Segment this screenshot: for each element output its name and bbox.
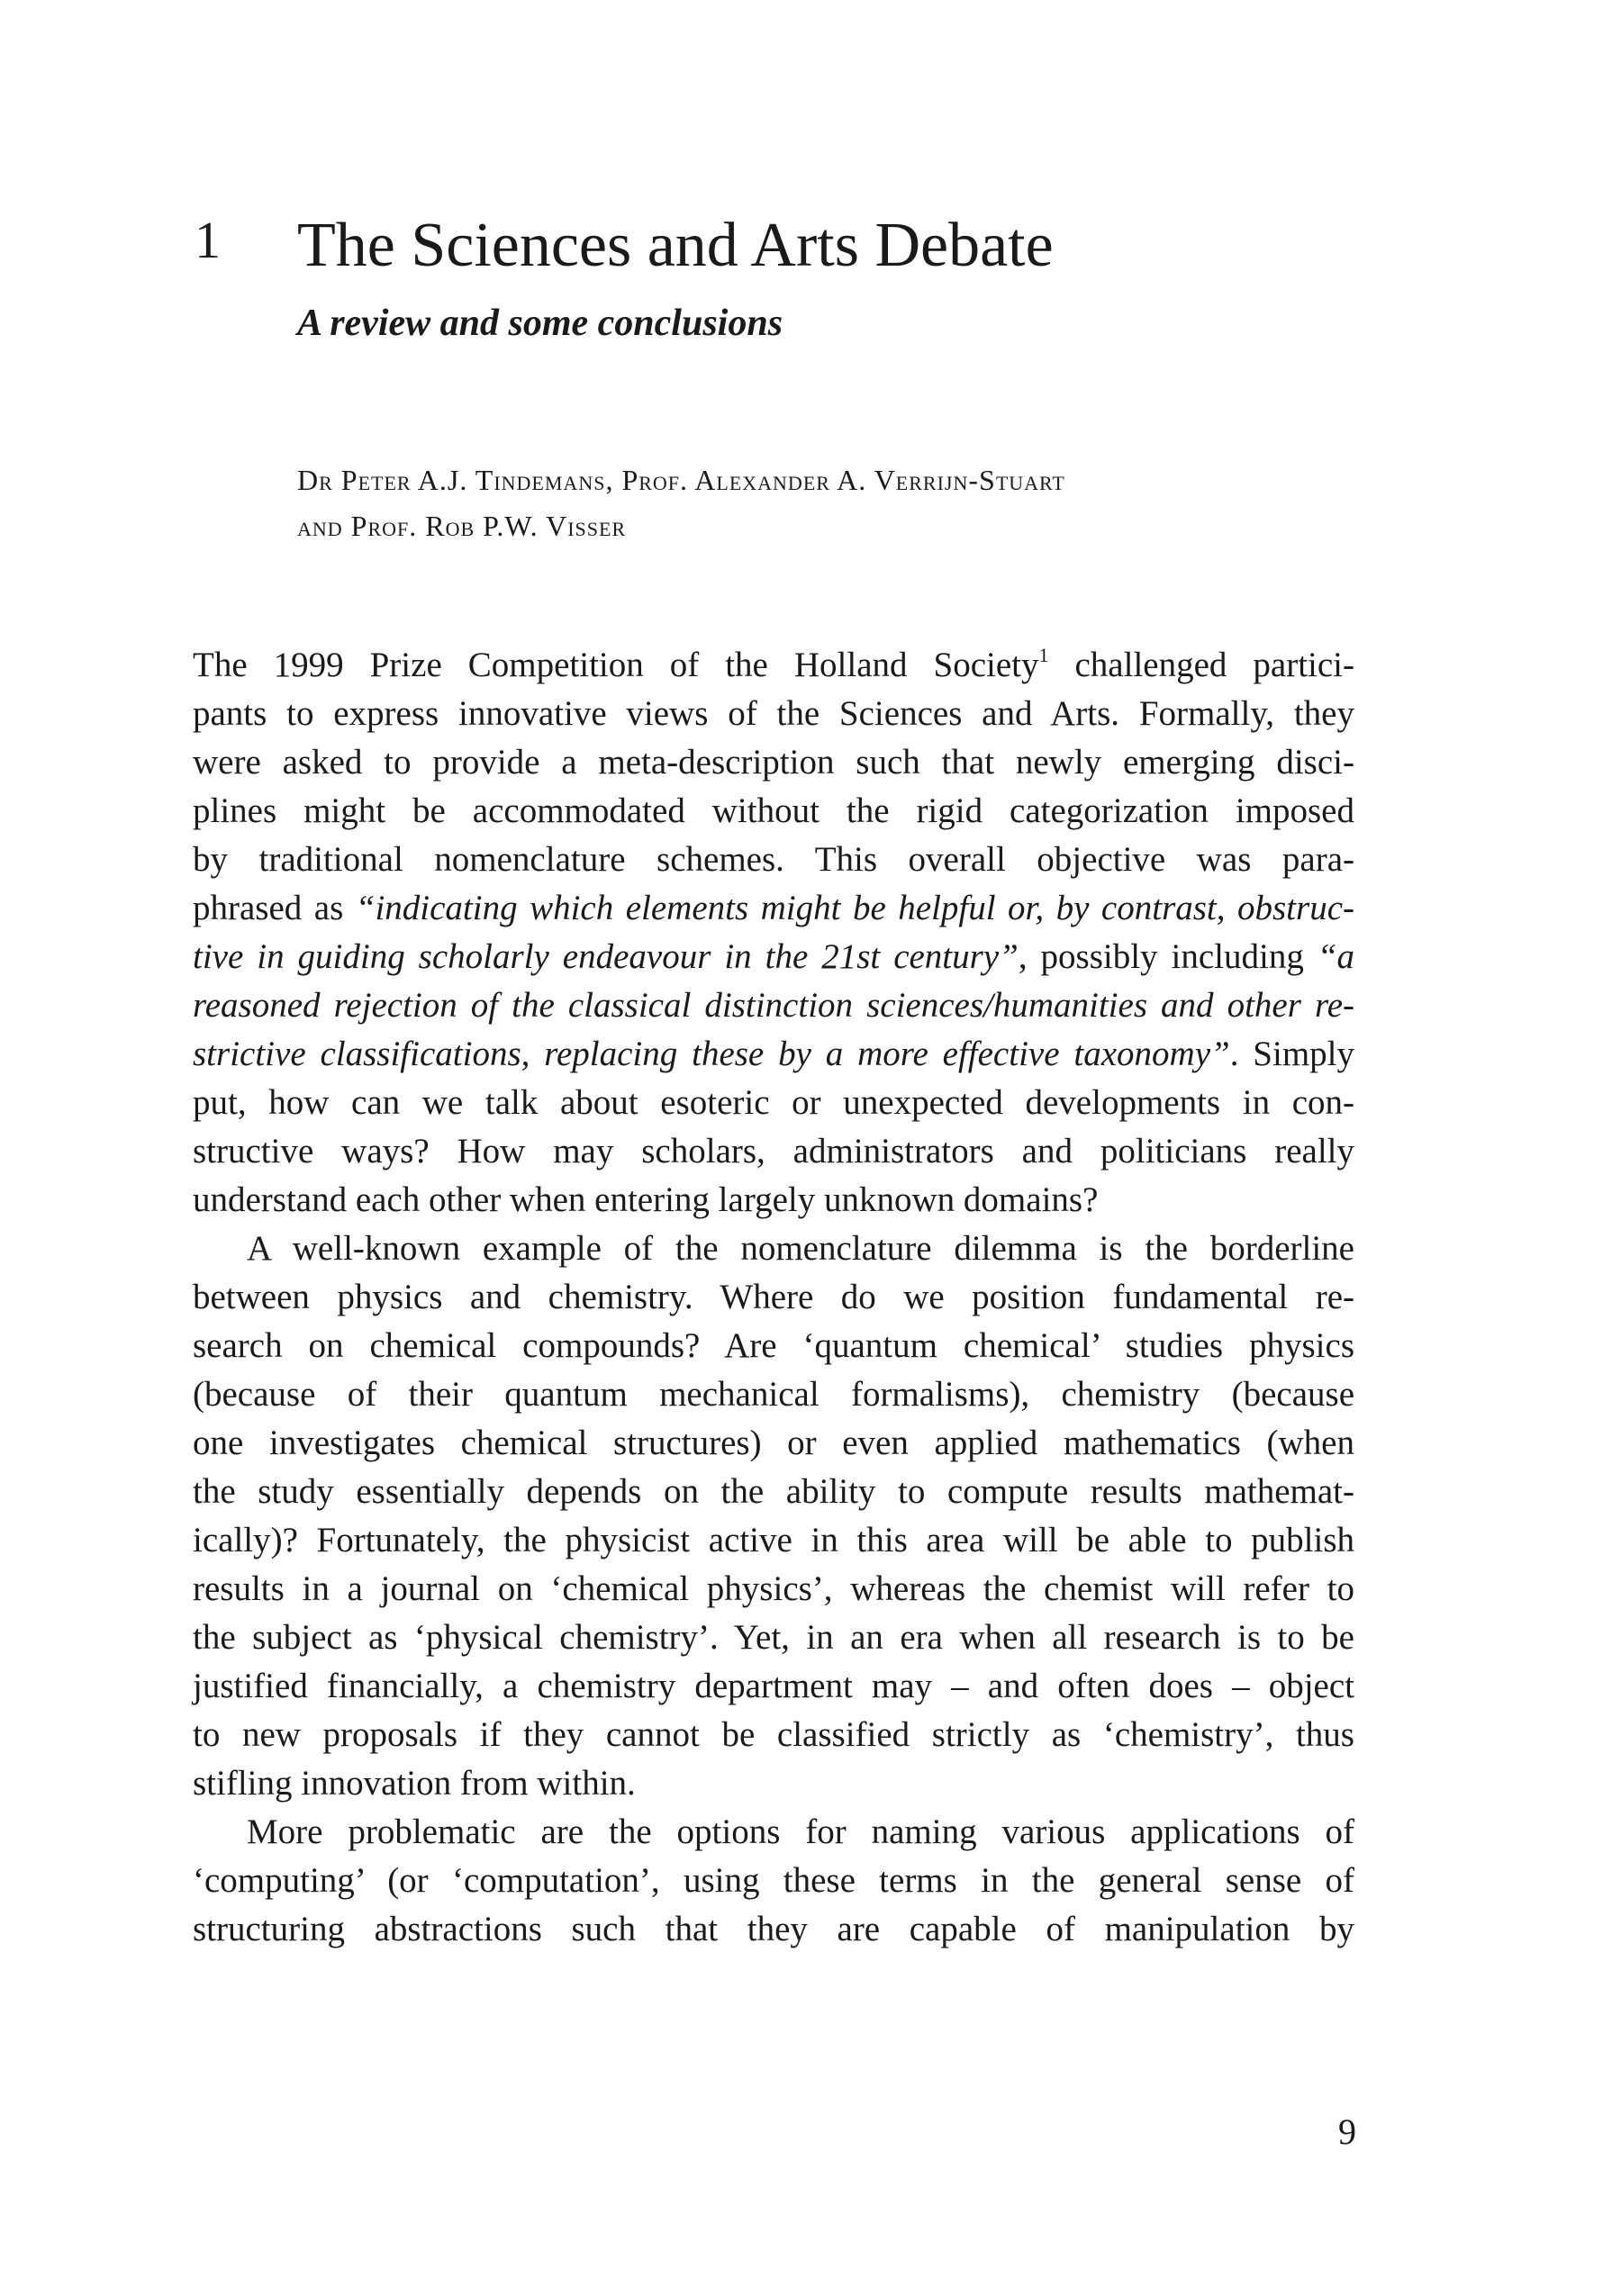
- text-line: structuring abstractions such that they are capable of manipulation by: [193, 1910, 1354, 1948]
- author-line: and Prof. Rob P.W. Visser: [297, 510, 627, 542]
- text-line: structive ways? How may scholars, administrators and politicians really: [193, 1132, 1354, 1171]
- chapter-number: 1: [195, 211, 222, 269]
- text-line: The 1999 Prize Competition of the Holland Society$^1$ challenged partici-: [193, 644, 1355, 684]
- text-line: strictive classifications, replacing these by a more effective taxonomy”. Simply: [193, 1035, 1354, 1073]
- text-line: phrased as “indicating which elements might be helpful or, by contrast, obstruc-: [193, 889, 1354, 927]
- text-line: plines might be accommodated without the rigid categorization imposed: [193, 791, 1354, 830]
- author-line: Dr Peter A.J. Tindemans, Prof. Alexander A. Verrijn-Stuart: [297, 464, 1065, 496]
- text-line: pants to express innovative views of the Sciences and Arts. Formally, they: [193, 694, 1354, 733]
- paragraph-3: [193, 1808, 1354, 1954]
- text-line: tive in guiding scholarly endeavour in the 21st century”, possibly including “a: [193, 937, 1354, 976]
- text-line: ically)? Fortunately, the physicist active in this area will be able to publish: [193, 1521, 1354, 1559]
- text-line: were asked to provide a meta-description such that newly emerging disci-: [193, 743, 1354, 782]
- text-line: one investigates chemical structures) or even applied mathematics (when: [193, 1424, 1354, 1462]
- text-line: justified financially, a chemistry department may – and often does – object: [193, 1667, 1354, 1705]
- text-line: ‘computing’ (or ‘computation’, using these terms in the general sense of: [193, 1861, 1354, 1900]
- chapter-subtitle: A review and some conclusions: [297, 303, 783, 344]
- text-line: the subject as ‘physical chemistry’. Yet, in an era when all research is to be: [193, 1618, 1354, 1657]
- quotation: “a: [1317, 937, 1354, 976]
- quotation: tive in guiding scholarly endeavour in the 21st century”: [193, 937, 1019, 976]
- quotation: “indicating which elements might be helpful or, by contrast, obstruc-: [355, 889, 1354, 927]
- chapter-title: The Sciences and Arts Debate: [297, 211, 1054, 280]
- text-line: search on chemical compounds? Are ‘quantum chemical’ studies physics: [193, 1326, 1354, 1365]
- text-line: to new proposals if they cannot be classified strictly as ‘chemistry’, thus: [193, 1715, 1354, 1754]
- author-list: [297, 457, 1378, 549]
- text-line: understand each other when entering largely unknown domains?: [193, 1180, 1099, 1219]
- text-line: the study essentially depends on the ability to compute results mathemat-: [193, 1472, 1354, 1511]
- quotation: reasoned rejection of the classical distinction sciences/humanities and other re-: [193, 986, 1354, 1025]
- page-number: 9: [1338, 2111, 1356, 2152]
- body-text: [193, 641, 1354, 1954]
- text-line: (because of their quantum mechanical formalisms), chemistry (because: [193, 1375, 1354, 1414]
- paragraph-1: [193, 641, 1354, 1225]
- text-line: More problematic are the options for naming various applications of: [247, 1812, 1354, 1851]
- text-line: by traditional nomenclature schemes. This overall objective was para-: [193, 840, 1354, 879]
- text-line: A well-known example of the nomenclature dilemma is the borderline: [247, 1229, 1354, 1268]
- quotation: strictive classifications, replacing these by a more effective taxonomy”: [193, 1035, 1230, 1073]
- paragraph-2: [193, 1225, 1354, 1808]
- text-line: results in a journal on ‘chemical physics’, whereas the chemist will refer to: [193, 1569, 1354, 1608]
- footnote-marker[interactable]: 1: [1038, 644, 1049, 666]
- text-line: between physics and chemistry. Where do we position fundamental re-: [193, 1278, 1354, 1316]
- text-line: stifling innovation from within.: [193, 1764, 636, 1803]
- text-line: put, how can we talk about esoteric or unexpected developments in con-: [193, 1083, 1354, 1122]
- text-line: [193, 981, 1354, 1030]
